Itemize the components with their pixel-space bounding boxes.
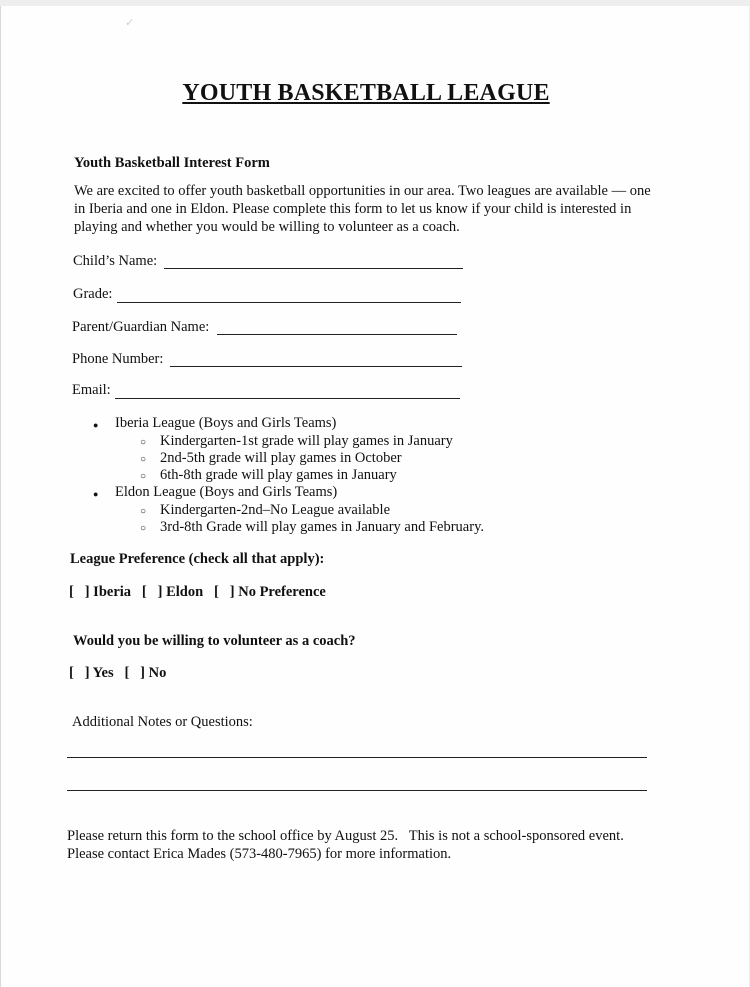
field-label: Parent/Guardian Name: <box>72 319 210 335</box>
volunteer-options <box>69 665 166 682</box>
childs-name-line[interactable] <box>164 268 463 269</box>
list-item: ○ 6th-8th grade will play games in January <box>160 467 397 484</box>
option-label: Eldon <box>166 584 204 600</box>
intro-paragraph: We are excited to offer youth basketball opportunities in our area. Two leagues are available — one in Iberia and one in Eldon. Please complete this form to let us know if your child is interested in playing and whether you would be willing to volunteer as a coach. <box>74 183 651 235</box>
phone-number-field <box>72 351 163 368</box>
footer-line-1: Please return this form to the school office by August 25. This is not a school-sponsored event. <box>67 828 624 844</box>
checkbox-no[interactable]: [ ] <box>124 665 146 681</box>
scan-mark-icon: ✓ <box>125 17 135 29</box>
field-label: Phone Number: <box>72 351 164 367</box>
phone-number-line[interactable] <box>170 366 462 367</box>
checkbox-no-preference[interactable]: [ ] <box>214 584 235 600</box>
list-item: ● Eldon League (Boys and Girls Teams) <box>115 484 337 501</box>
list-item: ○ Kindergarten-1st grade will play games in January <box>160 433 453 450</box>
list-item: ○ 2nd-5th grade will play games in October <box>160 450 402 467</box>
childs-name-field <box>73 253 157 270</box>
form-subtitle: Youth Basketball Interest Form <box>74 155 270 171</box>
field-label: Email: <box>72 382 111 398</box>
option-label: Iberia <box>93 584 132 600</box>
list-item: ○ Kindergarten-2nd–No League available <box>160 502 390 519</box>
footer-line-2: Please contact Erica Mades (573-480-7965) for more information. <box>67 846 452 862</box>
league-preference-options <box>69 584 326 601</box>
email-line[interactable] <box>115 398 460 399</box>
list-item: ● Iberia League (Boys and Girls Teams) <box>115 415 336 432</box>
volunteer-heading: Would you be willing to volunteer as a coach? <box>73 633 356 649</box>
page-title: YOUTH BASKETBALL LEAGUE <box>182 80 550 106</box>
notes-line-1[interactable] <box>67 757 647 758</box>
league-preference-heading: League Preference (check all that apply): <box>70 551 325 567</box>
field-label: Grade: <box>73 286 113 302</box>
grade-field <box>73 286 112 303</box>
option-label: No Preference <box>238 584 326 600</box>
email-field <box>72 382 111 399</box>
checkbox-eldon[interactable]: [ ] <box>141 584 163 600</box>
option-label: No <box>148 665 167 681</box>
notes-line-2[interactable] <box>67 790 647 791</box>
form-page <box>0 6 749 987</box>
parent-guardian-field <box>72 319 209 336</box>
footer-text <box>67 827 687 863</box>
notes-label: Additional Notes or Questions: <box>72 714 253 730</box>
grade-line[interactable] <box>117 302 461 303</box>
list-item: ○ 3rd-8th Grade will play games in January and February. <box>160 519 484 536</box>
field-label: Child’s Name: <box>73 253 158 269</box>
parent-guardian-line[interactable] <box>217 334 457 335</box>
checkbox-yes[interactable]: [ ] <box>69 665 90 681</box>
option-label: Yes <box>92 665 114 681</box>
checkbox-iberia[interactable]: [ ] <box>69 584 90 600</box>
